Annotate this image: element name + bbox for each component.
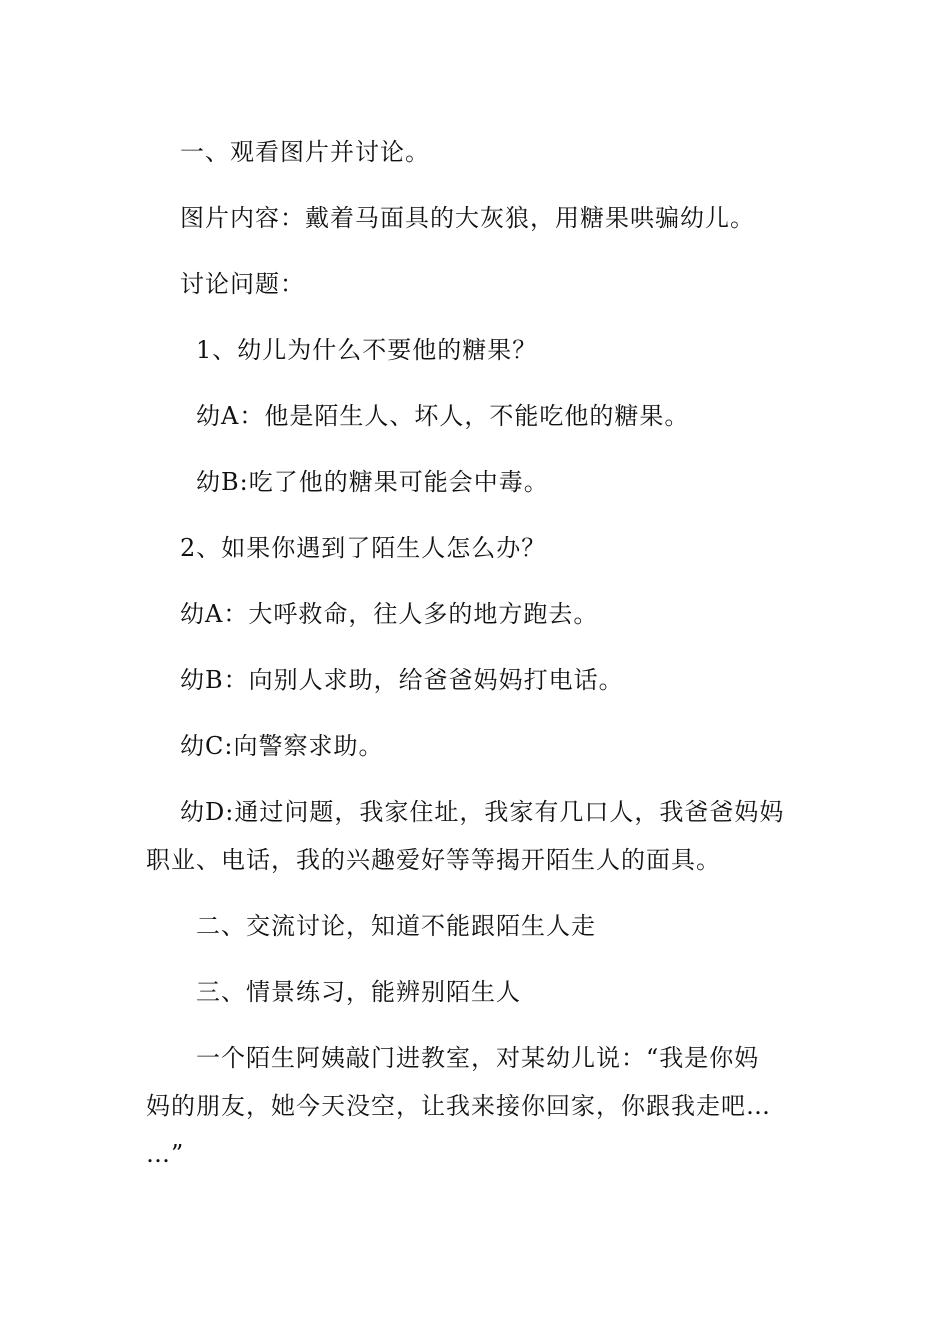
- scenario-line-2: 妈的朋友，她今天没空，让我来接你回家，你跟我走吧…: [146, 1092, 771, 1120]
- answer-1a: 幼A：他是陌生人、坏人，不能吃他的糖果。: [196, 402, 690, 430]
- answer-2a: 幼A：大呼救命，往人多的地方跑去。: [180, 600, 599, 628]
- answer-2d-line-2: 职业、电话，我的兴趣爱好等等揭开陌生人的面具。: [146, 846, 721, 874]
- question-2: 2、如果你遇到了陌生人怎么办？: [180, 534, 547, 562]
- answer-2b: 幼B：向别人求助，给爸爸妈妈打电话。: [180, 666, 624, 694]
- picture-description: 图片内容：戴着马面具的大灰狼，用糖果哄骗幼儿。: [180, 204, 755, 232]
- scenario-line-1: 一个陌生阿姨敲门进教室，对某幼儿说：“我是你妈: [196, 1044, 760, 1072]
- section-heading-3: 三、情景练习，能辨别陌生人: [196, 978, 521, 1006]
- answer-1b: 幼B:吃了他的糖果可能会中毒。: [196, 468, 549, 496]
- section-heading-1: 一、观看图片并讨论。: [180, 138, 430, 166]
- scenario-line-3: …”: [146, 1140, 185, 1168]
- answer-2d-line-1: 幼D:通过问题，我家住址，我家有几口人，我爸爸妈妈: [180, 798, 785, 826]
- answer-2c: 幼C:向警察求助。: [180, 732, 384, 760]
- section-heading-2: 二、交流讨论，知道不能跟陌生人走: [196, 912, 596, 940]
- discussion-label: 讨论问题：: [180, 270, 305, 298]
- question-1: 1、幼儿为什么不要他的糖果？: [196, 336, 538, 364]
